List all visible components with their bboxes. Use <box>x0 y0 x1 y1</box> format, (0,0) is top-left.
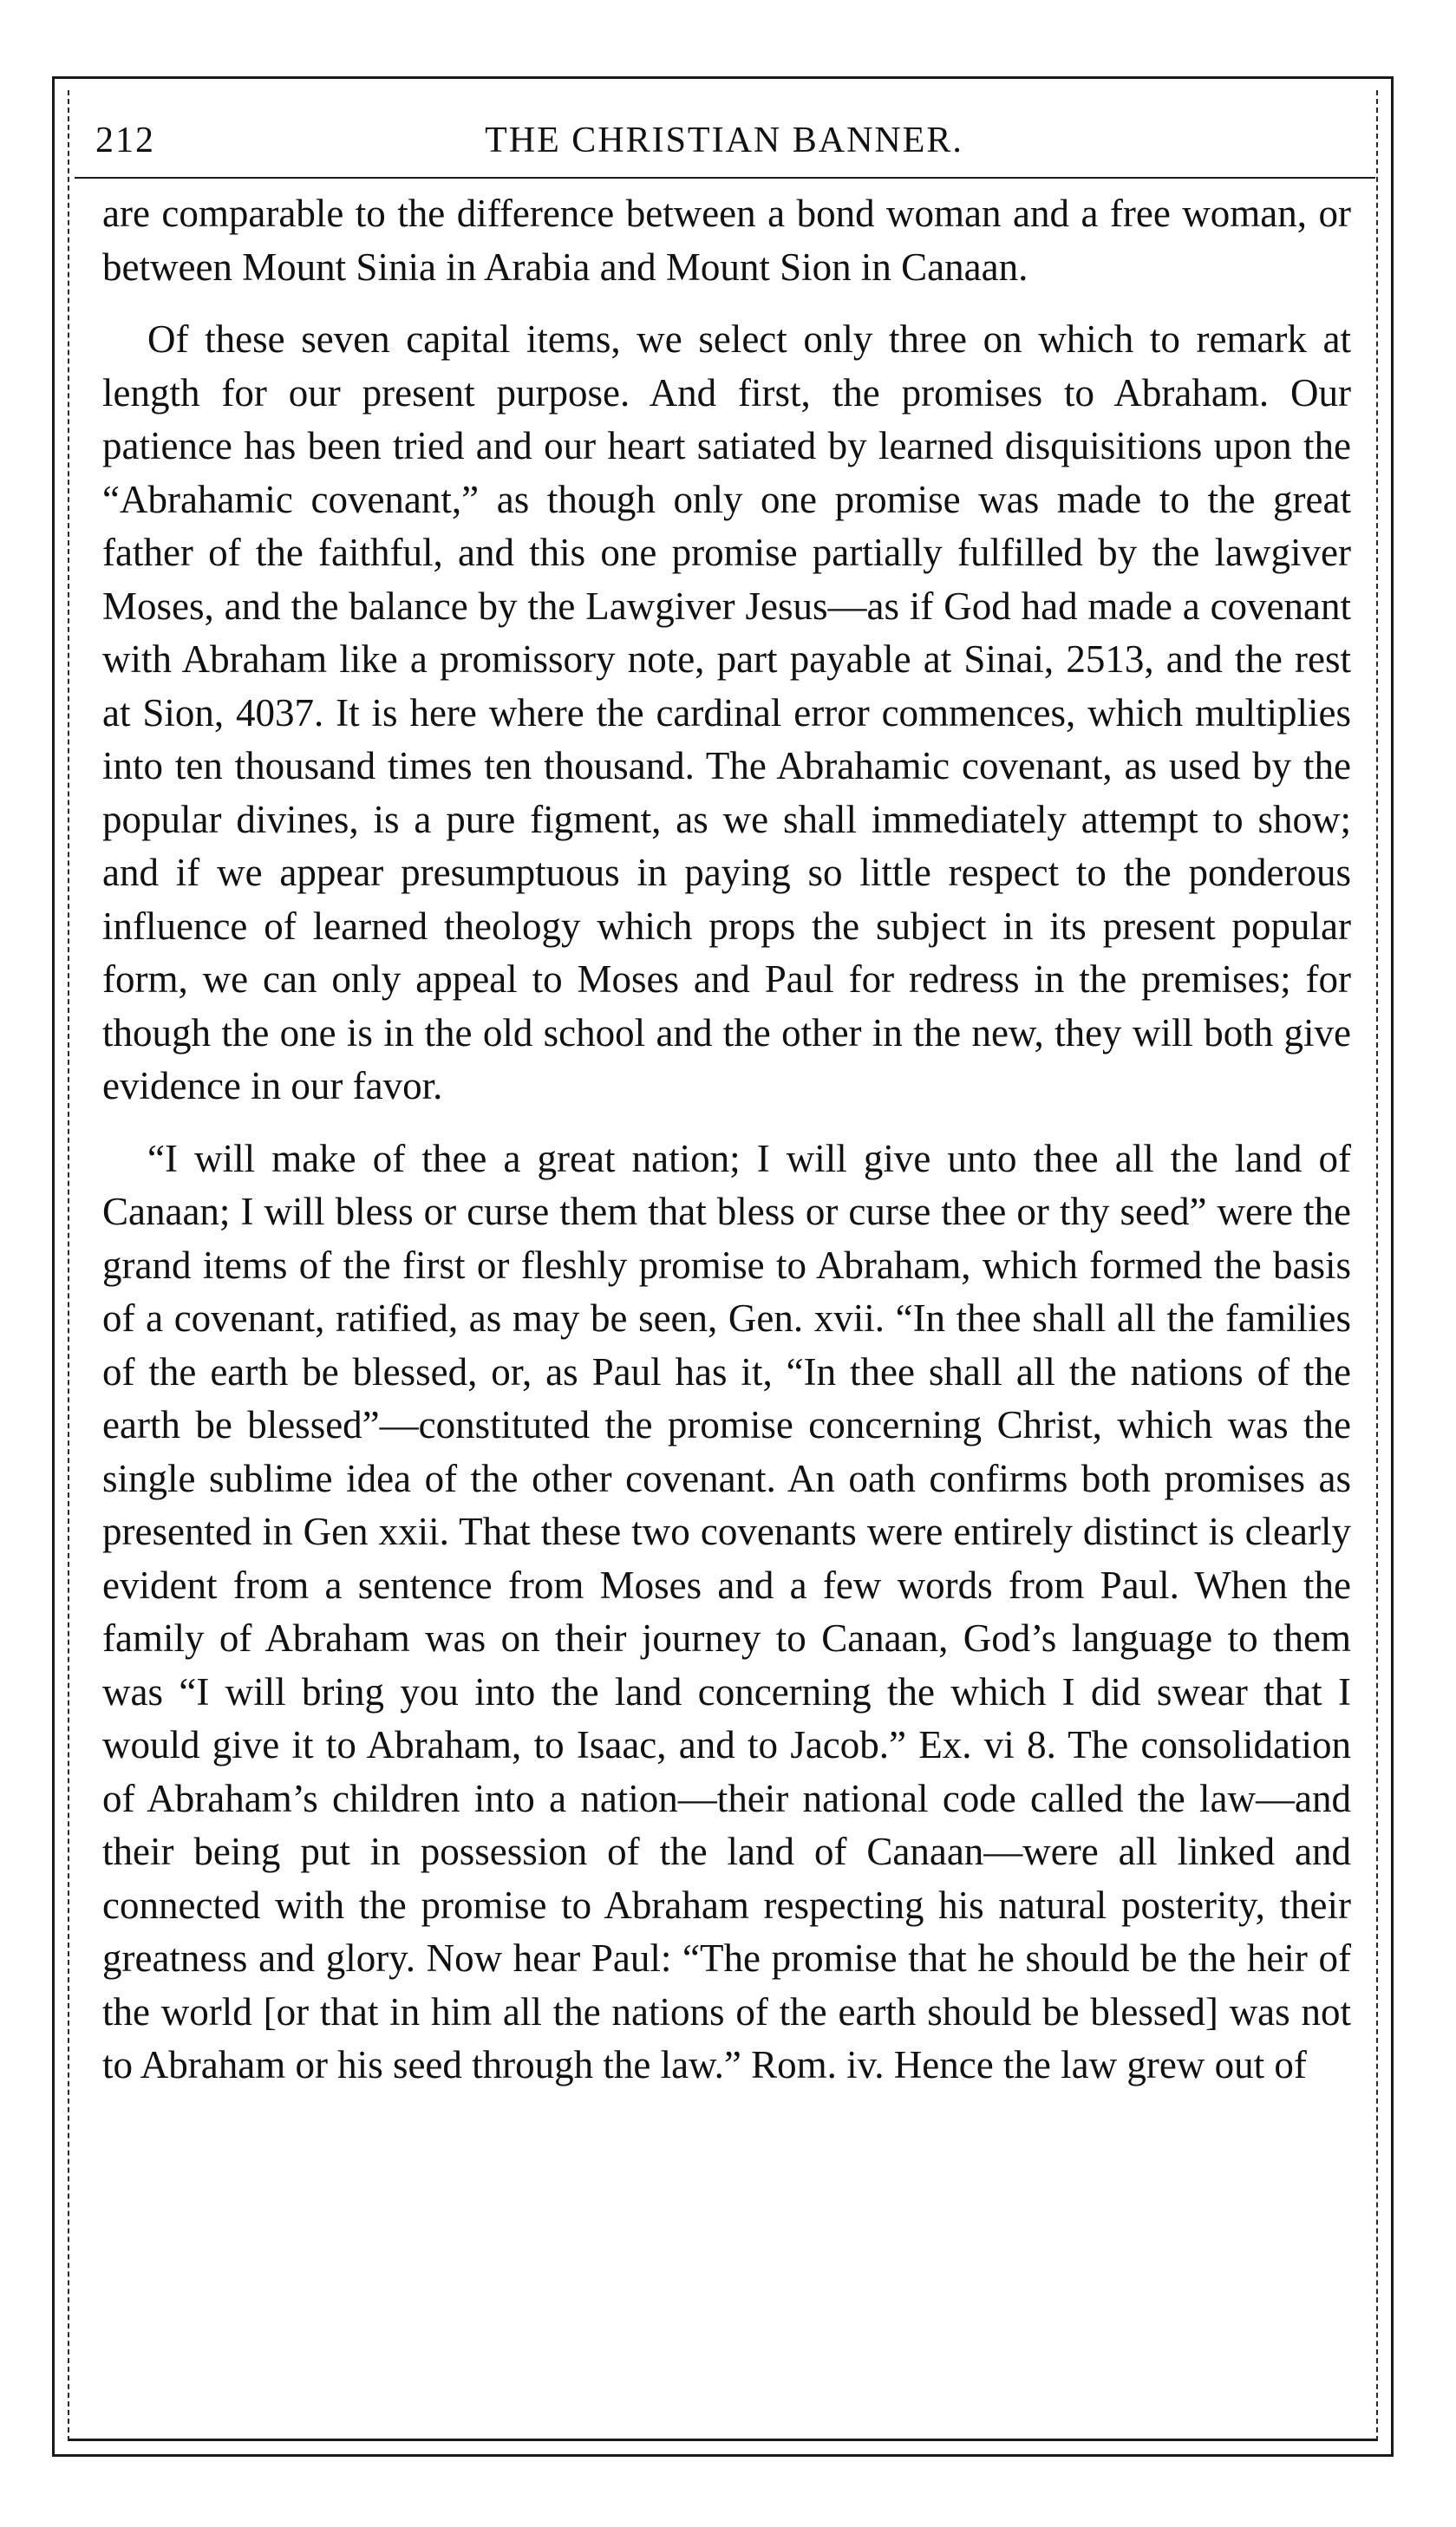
article-body <box>102 187 1351 2093</box>
header-rule <box>75 177 1375 179</box>
page-number: 212 <box>95 121 155 160</box>
paragraph-two-covenants: “I will make of thee a great nation; I will give unto thee all the land of Canaan; I will bless or curse them that bless or curse thee or thy seed” were the grand items of the first or fleshly promise to Abraham, which formed the basis of a covenant, ratified, as may be seen, Gen. xvii. “In thee shall all the families of the earth be blessed, or, as Paul has it, “In thee shall all the nations of the earth be blessed”—constituted the promise concerning Christ, which was the single sublime idea of the other covenant. An oath confirms both promises as presented in Gen xxii. That these two covenants were entirely distinct is clearly evident from a sentence from Moses and a few words from Paul. When the family of Abraham was on their journey to Canaan, God’s language to them was “I will bring you into the land concerning the which I did swear that I would give it to Abraham, to Isaac, and to Jacob.” Ex. vi 8. The consolidation of Abraham’s children into a nation—their national code called the law—and their being put in possession of the land of Canaan—were all linked and connected with the promise to Abraham respecting his natural posterity, their greatness and glory. Now hear Paul: “The promise that he should be the heir of the world [or that in him all the nations of the earth should be blessed] was not to Abraham or his seed through the law.” Rom. iv. Hence the law grew out of <box>102 1136 1351 2086</box>
paragraph-continued: are comparable to the difference between a bond woman and a free woman, or between Mount Sinia in Arabia and Mount Sion in Canaan. <box>102 192 1351 289</box>
running-header <box>95 116 1353 170</box>
running-title: THE CHRISTIAN BANNER. <box>485 121 963 160</box>
paragraph-promises-to-abraham: Of these seven capital items, we select only three on which to remark at length for our present purpose. And first, the promises to Abraham. Our patience has been tried and our heart satiated by learned disquisitions upon the “Abrahamic covenant,” as though only one promise was made to the great father of the faithful, and this one promise partially fulfilled by the lawgiver Moses, and the balance by the Lawgiver Jesus—as if God had made a covenant with Abraham like a promissory note, part payable at Sinai, 2513, and the rest at Sion, 4037. It is here where the cardinal error commences, which multiplies into ten thousand times ten thousand. The Abrahamic covenant, as used by the popular divines, is a pure figment, as we shall immediately attempt to show; and if we appear presumptuous in paying so little respect to the ponderous influence of learned theology which props the subject in its present popular form, we can only appeal to Moses and Paul for redress in the premises; for though the one is in the old school and the other in the new, they will both give evidence in our favor. <box>102 317 1351 1107</box>
